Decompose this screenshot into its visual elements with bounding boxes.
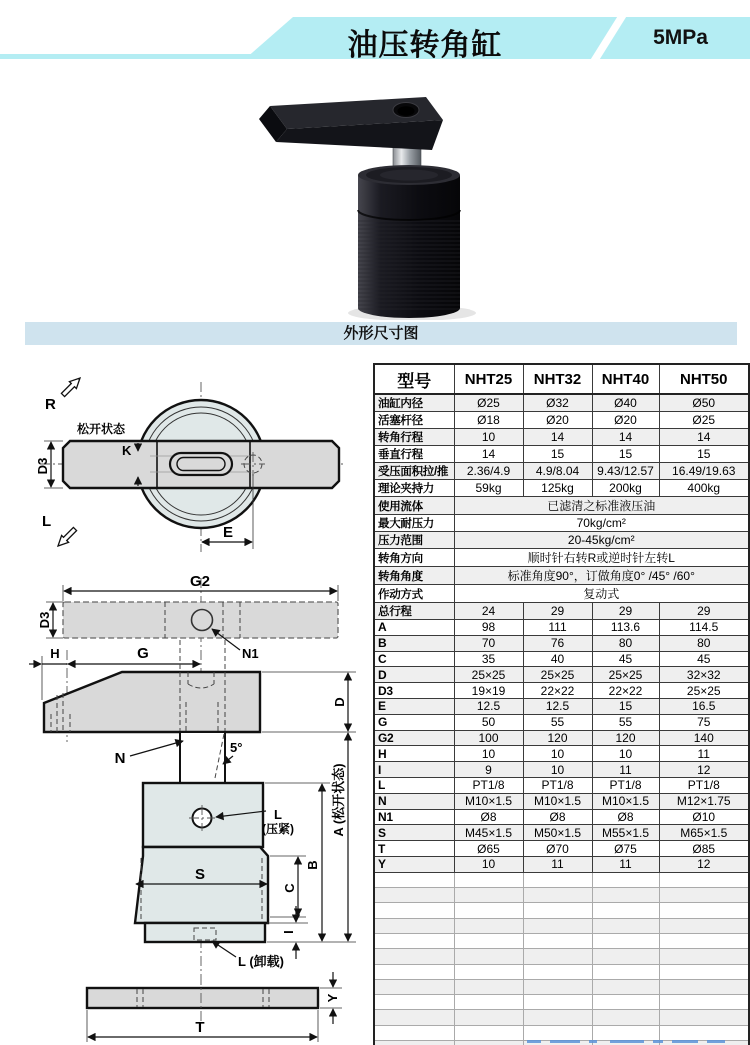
- spec-cell-merged: 已滤清之标准液压油: [454, 497, 749, 515]
- spec-cell: 10: [523, 746, 592, 762]
- spec-cell: 19×19: [454, 683, 523, 699]
- empty-row: [374, 888, 749, 903]
- spec-row-label: T: [374, 841, 454, 857]
- cylinder-thread-texture: [358, 218, 460, 310]
- title-bar: [0, 0, 750, 62]
- spec-cell: 25×25: [523, 667, 592, 683]
- spec-row: [374, 746, 749, 762]
- spec-cell: 75: [659, 714, 749, 730]
- spec-row: [374, 497, 749, 515]
- spec-row: [374, 825, 749, 841]
- spec-cell: 12.5: [523, 698, 592, 714]
- spec-cell: 55: [592, 714, 659, 730]
- spec-cell: 22×22: [592, 683, 659, 699]
- spec-cell: Ø32: [523, 394, 592, 412]
- spec-cell: 114.5: [659, 620, 749, 636]
- spec-row-label: H: [374, 746, 454, 762]
- port-clamp-sublabel: (压紧): [262, 822, 294, 836]
- spec-cell: 29: [659, 603, 749, 620]
- spec-cell: Ø65: [454, 841, 523, 857]
- spec-row: [374, 446, 749, 463]
- spec-row: [374, 714, 749, 730]
- spec-cell: 32×32: [659, 667, 749, 683]
- arm-phantom-view: [63, 602, 338, 638]
- spec-cell-merged: 20-45kg/cm²: [454, 532, 749, 549]
- spec-cell: M10×1.5: [592, 793, 659, 809]
- dim-label-a: A (松开状态): [331, 763, 346, 837]
- dir-label-r: R: [45, 396, 56, 413]
- spec-cell: 2.36/4.9: [454, 463, 523, 480]
- spec-cell: 113.6: [592, 620, 659, 636]
- spec-cell: Ø8: [454, 809, 523, 825]
- spec-cell: 140: [659, 730, 749, 746]
- spec-row-label: D3: [374, 683, 454, 699]
- spec-cell: Ø10: [659, 809, 749, 825]
- spec-cell: 10: [454, 856, 523, 872]
- spec-row-label: 转角行程: [374, 429, 454, 446]
- spec-cell: 15: [592, 446, 659, 463]
- dim-label-n1: N1: [242, 646, 259, 661]
- spec-cell: 15: [592, 698, 659, 714]
- released-state-label: 松开状态: [77, 422, 126, 436]
- dim-label-g2: G2: [189, 573, 211, 590]
- spec-row: [374, 567, 749, 585]
- spec-cell: 400kg: [659, 480, 749, 497]
- spec-row-label: 最大耐压力: [374, 515, 454, 532]
- spec-cell: M65×1.5: [659, 825, 749, 841]
- spec-row: [374, 683, 749, 699]
- spec-cell: 45: [592, 651, 659, 667]
- spec-cell: 11: [592, 856, 659, 872]
- spec-cell: 14: [454, 446, 523, 463]
- spec-cell: Ø25: [454, 394, 523, 412]
- spec-row: [374, 667, 749, 683]
- spec-cell: M10×1.5: [454, 793, 523, 809]
- spec-cell: Ø85: [659, 841, 749, 857]
- spec-row-label: G2: [374, 730, 454, 746]
- cylinder-base-ring: [145, 923, 265, 942]
- spec-cell: 9.43/12.57: [592, 463, 659, 480]
- spec-cell: Ø75: [592, 841, 659, 857]
- spec-row-label: 转角角度: [374, 567, 454, 585]
- spec-row: [374, 480, 749, 497]
- spec-cell: 10: [523, 762, 592, 778]
- spec-cell: 16.5: [659, 698, 749, 714]
- spec-row-label: E: [374, 698, 454, 714]
- watermark-remnant: [527, 1040, 747, 1045]
- spec-row-label: D: [374, 667, 454, 683]
- spec-cell: 80: [592, 635, 659, 651]
- dimension-diagram: [25, 370, 370, 1042]
- spec-row-label: 使用流体: [374, 497, 454, 515]
- rotate-left-arrow-icon: [58, 527, 77, 546]
- clamp-arm: [259, 97, 443, 150]
- dim-label-b: B: [305, 860, 320, 870]
- model-header: NHT32: [523, 364, 592, 394]
- spec-cell: 200kg: [592, 480, 659, 497]
- spec-cell: 50: [454, 714, 523, 730]
- spec-cell: Ø20: [523, 412, 592, 429]
- spec-row-label: Y: [374, 856, 454, 872]
- empty-row: [374, 949, 749, 964]
- dim-label-i: I: [281, 930, 296, 934]
- model-header: NHT40: [592, 364, 659, 394]
- spec-cell: 15: [523, 446, 592, 463]
- spec-row: [374, 429, 749, 446]
- spec-cell: 14: [659, 429, 749, 446]
- spec-cell: 14: [523, 429, 592, 446]
- spec-cell: 12.5: [454, 698, 523, 714]
- rotate-right-arrow-icon: [61, 378, 80, 397]
- spec-cell: M50×1.5: [523, 825, 592, 841]
- spec-row: [374, 620, 749, 636]
- dim-label-n: N: [114, 750, 126, 767]
- arm-slot: [170, 453, 232, 475]
- section-title: 外形尺寸图: [343, 325, 419, 342]
- spec-cell: 111: [523, 620, 592, 636]
- spec-cell: PT1/8: [454, 777, 523, 793]
- empty-row: [374, 918, 749, 933]
- spec-cell: 10: [592, 746, 659, 762]
- spec-row-label: G: [374, 714, 454, 730]
- spec-row: [374, 651, 749, 667]
- spec-row-label: 理论夹持力: [374, 480, 454, 497]
- spec-cell-merged: 70kg/cm²: [454, 515, 749, 532]
- spec-row: [374, 394, 749, 412]
- model-header: NHT50: [659, 364, 749, 394]
- spec-row: [374, 549, 749, 567]
- spec-cell: Ø18: [454, 412, 523, 429]
- spec-row-label: 受压面积拉/推: [374, 463, 454, 480]
- spec-cell: 45: [659, 651, 749, 667]
- dim-label-t: T: [195, 1019, 205, 1036]
- section-bar: [25, 322, 737, 345]
- spec-row-label: B: [374, 635, 454, 651]
- spec-cell: PT1/8: [523, 777, 592, 793]
- dim-label-e: E: [222, 524, 234, 541]
- spec-cell: 100: [454, 730, 523, 746]
- spec-table: [373, 363, 750, 1045]
- spec-row: [374, 585, 749, 603]
- spec-cell: 16.49/19.63: [659, 463, 749, 480]
- spec-row-label: 压力范围: [374, 532, 454, 549]
- spec-cell: 11: [659, 746, 749, 762]
- spec-cell: 25×25: [454, 667, 523, 683]
- spec-cell: 59kg: [454, 480, 523, 497]
- spec-cell: 125kg: [523, 480, 592, 497]
- dim-label-h: H: [50, 646, 60, 661]
- spec-cell: 11: [592, 762, 659, 778]
- empty-row: [374, 872, 749, 887]
- page-title: 油压转角缸: [347, 29, 503, 62]
- empty-row: [374, 933, 749, 948]
- dim-label-d3-top: D3: [35, 457, 50, 475]
- spec-cell: 4.9/8.04: [523, 463, 592, 480]
- spec-cell: 10: [454, 746, 523, 762]
- spec-row-label: C: [374, 651, 454, 667]
- cylinder-front-view: [87, 783, 356, 1042]
- spec-row-label: N1: [374, 809, 454, 825]
- spec-cell: Ø8: [523, 809, 592, 825]
- spec-cell: M10×1.5: [523, 793, 592, 809]
- spec-cell-merged: 复动式: [454, 585, 749, 603]
- empty-row: [374, 979, 749, 994]
- spec-cell: 40: [523, 651, 592, 667]
- spec-cell: 29: [592, 603, 659, 620]
- spec-cell: 22×22: [523, 683, 592, 699]
- spec-cell: Ø70: [523, 841, 592, 857]
- spec-cell: 15: [659, 446, 749, 463]
- spec-row-label: 总行程: [374, 603, 454, 620]
- model-header: NHT25: [454, 364, 523, 394]
- spec-row: [374, 777, 749, 793]
- spec-cell: 120: [592, 730, 659, 746]
- pressure-badge: 5MPa: [653, 26, 708, 49]
- spec-row: [374, 698, 749, 714]
- spec-cell: 9: [454, 762, 523, 778]
- spec-row-label: 活塞杆径: [374, 412, 454, 429]
- spec-table-head: [374, 364, 749, 394]
- empty-row: [374, 964, 749, 979]
- dim-label-d3-mid: D3: [37, 611, 52, 629]
- dim-label-angle: 5°: [230, 740, 243, 755]
- cylinder-threaded-body: [135, 847, 268, 923]
- spec-row: [374, 841, 749, 857]
- spec-cell: 29: [523, 603, 592, 620]
- spec-row: [374, 809, 749, 825]
- piston-rod-profile: [180, 732, 225, 785]
- model-column-header: 型号: [374, 364, 454, 394]
- spec-row: [374, 762, 749, 778]
- dir-label-l: L: [42, 513, 52, 530]
- spec-row: [374, 412, 749, 429]
- spec-cell: 14: [592, 429, 659, 446]
- spec-cell: 11: [523, 856, 592, 872]
- spec-table-head-row: [374, 364, 749, 394]
- spec-row-label: 垂直行程: [374, 446, 454, 463]
- dim-label-y: Y: [325, 993, 340, 1003]
- dim-label-s: S: [194, 866, 206, 883]
- spec-cell: Ø8: [592, 809, 659, 825]
- top-view: [35, 378, 346, 552]
- spec-cell: PT1/8: [592, 777, 659, 793]
- spec-cell: 12: [659, 762, 749, 778]
- spec-cell-merged: 顺时针右转R或逆时针左转L: [454, 549, 749, 567]
- dim-label-c: C: [282, 883, 297, 893]
- spec-cell: 70: [454, 635, 523, 651]
- spec-cell: M45×1.5: [454, 825, 523, 841]
- spec-cell: 80: [659, 635, 749, 651]
- dim-label-g: G: [137, 645, 149, 662]
- spec-row-label: I: [374, 762, 454, 778]
- spec-cell: 25×25: [659, 683, 749, 699]
- spec-cell: 10: [454, 429, 523, 446]
- spec-cell: 55: [523, 714, 592, 730]
- mounting-plate: [87, 988, 318, 1008]
- spec-row-label: A: [374, 620, 454, 636]
- spec-row: [374, 730, 749, 746]
- spec-row: [374, 856, 749, 872]
- spec-cell: 120: [523, 730, 592, 746]
- dim-label-k: K: [122, 443, 132, 458]
- spec-cell: Ø25: [659, 412, 749, 429]
- spec-row-label: 转角方向: [374, 549, 454, 567]
- spec-row: [374, 515, 749, 532]
- spec-row: [374, 635, 749, 651]
- spec-cell: Ø50: [659, 394, 749, 412]
- spec-cell-merged: 标准角度90°，订做角度0° /45° /60°: [454, 567, 749, 585]
- spec-cell: 25×25: [592, 667, 659, 683]
- spec-row-label: L: [374, 777, 454, 793]
- spec-cell: Ø40: [592, 394, 659, 412]
- spec-cell: 76: [523, 635, 592, 651]
- spec-row: [374, 603, 749, 620]
- spec-cell: PT1/8: [659, 777, 749, 793]
- spec-row-label: N: [374, 793, 454, 809]
- arm-profile: [44, 672, 260, 732]
- spec-cell: 24: [454, 603, 523, 620]
- spec-row-label: S: [374, 825, 454, 841]
- spec-cell: 35: [454, 651, 523, 667]
- spec-cell: Ø20: [592, 412, 659, 429]
- dim-label-d: D: [332, 697, 347, 707]
- empty-row: [374, 995, 749, 1010]
- empty-row: [374, 1025, 749, 1040]
- spec-cell: M12×1.75: [659, 793, 749, 809]
- spec-row-label: 作动方式: [374, 585, 454, 603]
- spec-row-label: 油缸内径: [374, 394, 454, 412]
- port-clamp-label: L: [274, 807, 282, 822]
- product-photo: [240, 80, 520, 320]
- spec-row: [374, 532, 749, 549]
- spec-cell: 12: [659, 856, 749, 872]
- spec-table-body: [374, 394, 749, 1045]
- empty-row: [374, 1010, 749, 1025]
- empty-row: [374, 903, 749, 918]
- spec-row: [374, 793, 749, 809]
- spec-row: [374, 463, 749, 480]
- spec-cell: M55×1.5: [592, 825, 659, 841]
- port-unload-label: L (卸载): [238, 954, 284, 969]
- spec-cell: 98: [454, 620, 523, 636]
